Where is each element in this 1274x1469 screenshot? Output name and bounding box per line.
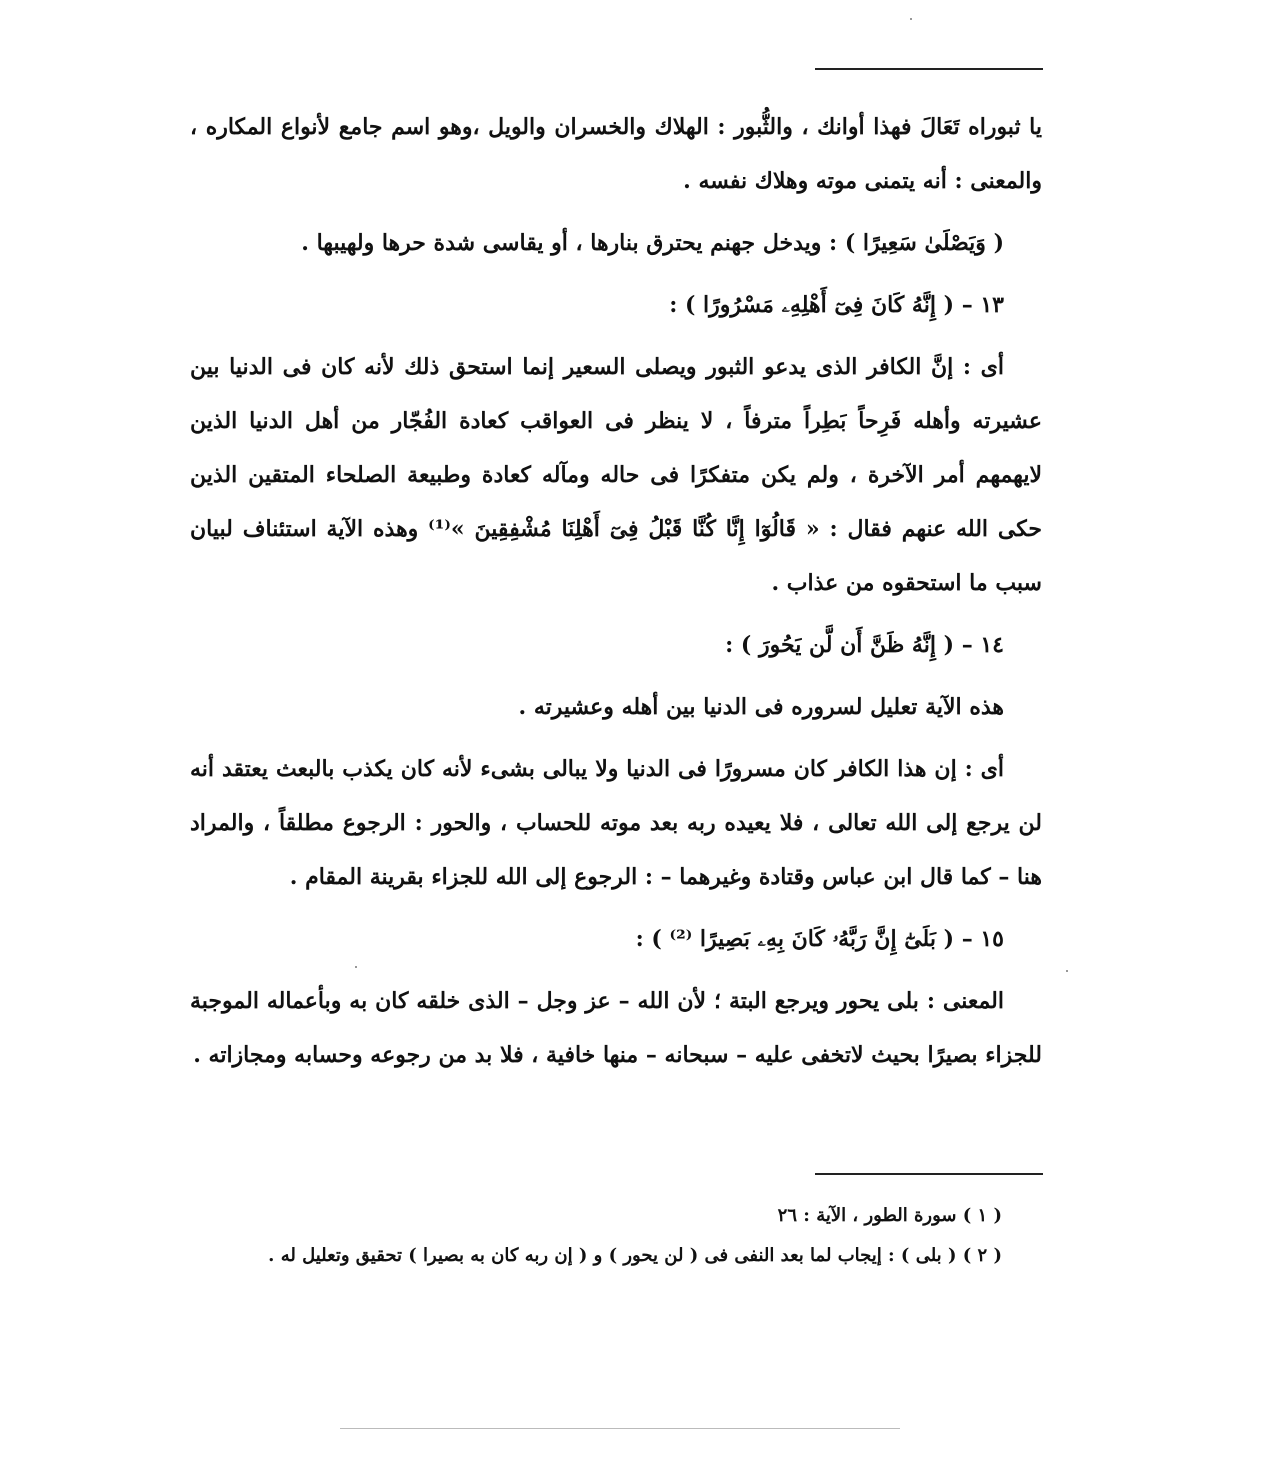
- paragraph-yasla: ( وَيَصْلَىٰ سَعِيرًا ) : ويدخل جهنم يحترق بنارها ، أو يقاسى شدة حرها ولهيبها .: [301, 230, 1004, 256]
- paragraph-verse-14-reason: هذه الآية تعليل لسروره فى الدنيا بين أهله وعشيرته .: [518, 694, 1004, 720]
- paragraph-verse-15-explanation: المعنى : بلى يحور ويرجع البتة ؛ لأن الله – عز وجل – الذى خلقه كان به وبأعماله الموجبة للجزاء بصيرًا بحيث لاتخفى عليه – سبحانه – منها خافية ، فلا بد من رجوعه وحسابه ومجازاته .: [190, 988, 1042, 1068]
- footnotes: [190, 1196, 1002, 1276]
- paragraph-verse-14-explanation: أى : إن هذا الكافر كان مسرورًا فى الدنيا ولا يبالى بشىء لأنه كان يكذب بالبعث يعتقد أنه لن يرجع إلى الله تعالى ، فلا يعيده ربه بعد موته للحساب ، والحور : الرجوع مطلقاً ، والمراد هنا – كما قال ابن عباس وقتادة وغيرهما – : الرجوع إلى الله للجزاء بقرينة المقام .: [190, 756, 1042, 890]
- footnote-2: ( ٢ ) ( بلى ) : إيجاب لما بعد النفى فى ( لن يحور ) و ( إن ربه كان به بصيرا ) تحقيق وتعليل له .: [268, 1245, 1002, 1266]
- verse-13-heading: ١٣ – ( إِنَّهُ كَانَ فِىٓ أَهْلِهِۦ مَسْرُورًا ) :: [669, 292, 1004, 318]
- verse-15-heading: ١٥ – ( بَلَىٰٓ إِنَّ رَبَّهُۥ كَانَ بِهِۦ بَصِيرًا ⁽²⁾ ) :: [635, 926, 1004, 952]
- scan-speck: [910, 18, 912, 20]
- footnote-1: ( ١ ) سورة الطور ، الآية : ٢٦: [777, 1205, 1002, 1226]
- scan-speck: [1066, 970, 1068, 972]
- scan-speck: [355, 966, 357, 968]
- footnote-rule: [815, 1173, 1043, 1175]
- header-rule: [815, 68, 1043, 70]
- paragraph-thubur: يا ثبوراه تَعَالَ فهذا أوانك ، والثُّبور : الهلاك والخسران والويل ،وهو اسم جامع لأنواع المكاره ، والمعنى : أنه يتمنى موته وهلاك نفسه .: [190, 114, 1042, 194]
- bottom-edge-line: [340, 1428, 900, 1429]
- verse-14-heading: ١٤ – ( إِنَّهُ ظَنَّ أَن لَّن يَحُورَ ) :: [725, 632, 1004, 658]
- body-text: [190, 100, 1042, 1082]
- paragraph-verse-13-explanation: أى : إنَّ الكافر الذى يدعو الثبور ويصلى السعير إنما استحق ذلك لأنه كان فى الدنيا بين عشيرته وأهله فَرِحاً بَطِراً مترفاً ، لا ينظر فى العواقب كعادة الفُجّار من أهل الدنيا الذين لايهمهم أمر الآخرة ، ولم يكن متفكرًا فى حاله ومآله كعادة وطبيعة الصلحاء المتقين الذين حكى الله عنهم فقال : « قَالُوٓا إِنَّا كُنَّا قَبْلُ فِىٓ أَهْلِنَا مُشْفِقِينَ »⁽¹⁾ وهذه الآية استئناف لبيان سبب ما استحقوه من عذاب .: [190, 354, 1042, 596]
